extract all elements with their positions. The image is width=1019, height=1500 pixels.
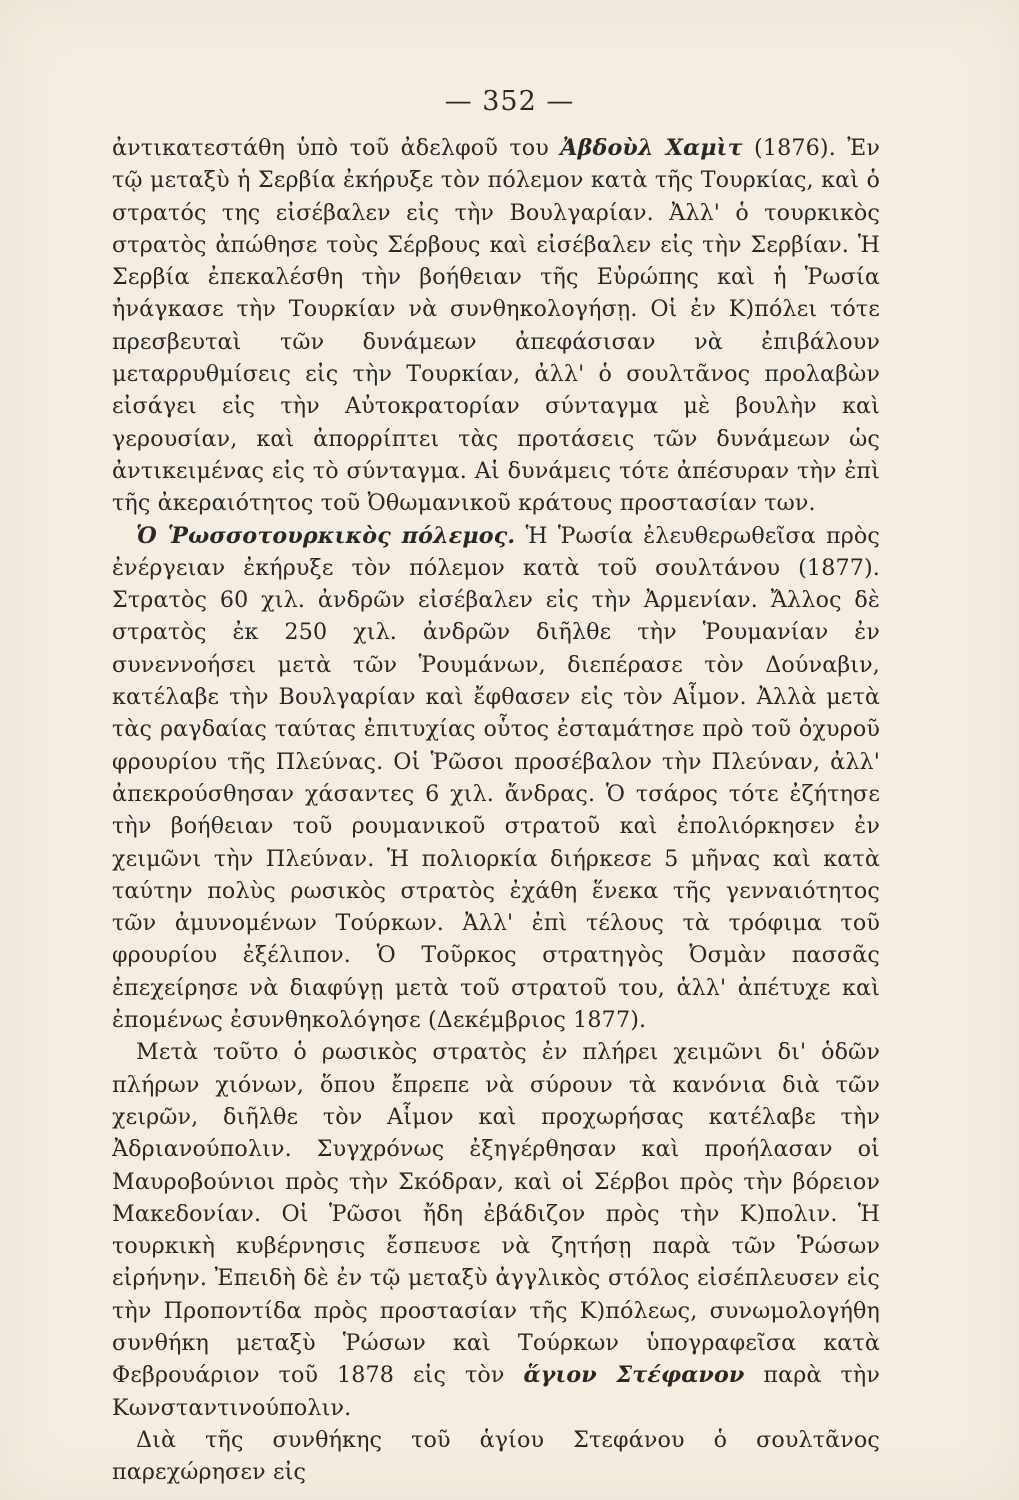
text-run: Διὰ τῆς συνθήκης τοῦ ἁγίου Στεφάνου ὁ σουλτᾶνος παρεχώρησεν εἰς [112,1426,880,1486]
text-run: (1876). Ἐν τῷ μεταξὺ ἡ Σερβία ἐκήρυξε τὸν πόλεμον κατὰ τῆς Τουρκίας, καὶ ὁ στρατός της εἰσέβαλεν εἰς τὴν Βουλγαρίαν. Ἀλλ' ὁ τουρκικὸς στρατὸς ἀπώθησε τοὺς Σέρβους καὶ εἰσέβαλεν εἰς τὴν Σερβίαν. Ἡ Σερβία ἐπεκαλέσθη τὴν βοήθειαν τῆς Εὐρώπης καὶ ἡ Ῥωσία ἠνάγκασε τὴν Τουρκίαν νὰ συνθηκολογήσῃ. Οἱ ἐν Κ)πόλει τότε πρεσβευταὶ τῶν δυνάμεων ἀπεφάσισαν νὰ ἐπιβάλουν μεταρρυθμίσεις εἰς τὴν Τουρκίαν, ἀλλ' ὁ σουλτᾶνος προλαβὼν εἰσάγει εἰς τὴν Αὐτοκρατορίαν σύνταγμα μὲ βουλὴν καὶ γερουσίαν, καὶ ἀπορρίπτει τὰς προτάσεις τῶν δυνάμεων ὡς ἀντικειμένας εἰς τὸ σύνταγμα. Αἱ δυνάμεις τότε ἀπέσυραν τὴν ἐπὶ τῆς ἀκεραιότητος τοῦ Ὀθωμανικοῦ κράτους προστασίαν των. [112,135,880,517]
text-run: Ἡ Ῥωσία ἐλευθερωθεῖσα πρὸς ἐνέργειαν ἐκήρυξε τὸν πόλεμον κατὰ τοῦ σουλτάνου (1877). Στρατὸς 60 χιλ. ἀνδρῶν εἰσέβαλεν εἰς τὴν Ἀρμενίαν. Ἄλλος δὲ στρατὸς ἐκ 250 χιλ. ἀνδρῶν διῆλθε τὴν Ῥουμανίαν ἐν συνεννοήσει μετὰ τῶν Ῥουμάνων, διεπέρασε τὸν Δούναβιν, κατέλαβε τὴν Βουλγαρίαν καὶ ἔφθασεν εἰς τὸν Αἷμον. Ἀλλὰ μετὰ τὰς ραγδαίας ταύτας ἐπιτυχίας οὗτος ἐσταμάτησε πρὸ τοῦ ὀχυροῦ φρουρίου τῆς Πλεύνας. Οἱ Ῥῶσοι προσέβαλον τὴν Πλεύναν, ἀλλ' ἀπεκρούσθησαν χάσαντες 6 χιλ. ἄνδρας. Ὁ τσάρος τότε ἐζήτησε τὴν βοήθειαν τοῦ ρουμανικοῦ στρατοῦ καὶ ἐπολιόρκησεν ἐν χειμῶνι τὴν Πλεύναν. Ἡ πολιορκία διήρκεσε 5 μῆνας καὶ κατὰ ταύτην πολὺς ρωσικὸς στρατὸς ἐχάθη ἕνεκα τῆς γενναιότητος τῶν ἀμυνομένων Τούρκων. Ἀλλ' ἐπὶ τέλους τὰ τρόφιμα τοῦ φρουρίου ἐξέλιπον. Ὁ Τοῦρκος στρατηγὸς Ὀσμὰν πασσᾶς ἐπεχείρησε νὰ διαφύγῃ μετὰ τοῦ στρατοῦ του, ἀλλ' ἀπέτυχε καὶ ἐπομένως ἐσυνθηκολόγησε (Δεκέμβριος 1877). [112,522,881,1034]
page-number: — 352 — [444,86,575,117]
paragraph-4 [112,1424,880,1489]
paragraph-1 [112,132,880,520]
body-text [112,132,880,1488]
paragraph-3 [112,1036,880,1424]
emphasized-name: Ἀβδοὺλ Χαμὶτ [560,135,743,161]
emphasized-place: ἅγιον Στέφανον [523,1362,745,1389]
section-heading: Ὁ Ῥωσσοτουρκικὸς πόλεμος. [136,522,516,549]
paragraph-2 [112,520,880,1037]
text-run: παρὰ τὴν Κωνσταντινούπολιν. [112,1362,880,1421]
text-run: ἀντικατεστάθη ὑπὸ τοῦ ἀδελφοῦ του [112,135,561,161]
text-run: Μετὰ τοῦτο ὁ ρωσικὸς στρατὸς ἐν πλήρει χειμῶνι δι' ὁδῶν πλήρων χιόνων, ὅπου ἔπρεπε νὰ σύρουν τὰ κανόνια διὰ τῶν χειρῶν, διῆλθε τὸν Αἷμον καὶ προχωρήσας κατέλαβε τὴν Ἀδριανούπολιν. Συγχρόνως ἐξηγέρθησαν καὶ προήλασαν οἱ Μαυροβούνιοι πρὸς τὴν Σκόδραν, καὶ οἱ Σέρβοι πρὸς τὴν βόρειον Μακεδονίαν. Οἱ Ῥῶσοι ἤδη ἐβάδιζον πρὸς τὴν Κ)πολιν. Ἡ τουρκικὴ κυβέρνησις ἔσπευσε νὰ ζητήσῃ παρὰ τῶν Ῥώσων εἰρήνην. Ἐπειδὴ δὲ ἐν τῷ μεταξὺ ἀγγλικὸς στόλος εἰσέπλευσεν εἰς τὴν Προποντίδα πρὸς προστασίαν τῆς Κ)πόλεως, συνωμολογήθη συνθήκη μεταξὺ Ῥώσων καὶ Τούρκων ὑπογραφεῖσα κατὰ Φεβρουάριον τοῦ 1878 εἰς τὸν [112,1039,880,1389]
